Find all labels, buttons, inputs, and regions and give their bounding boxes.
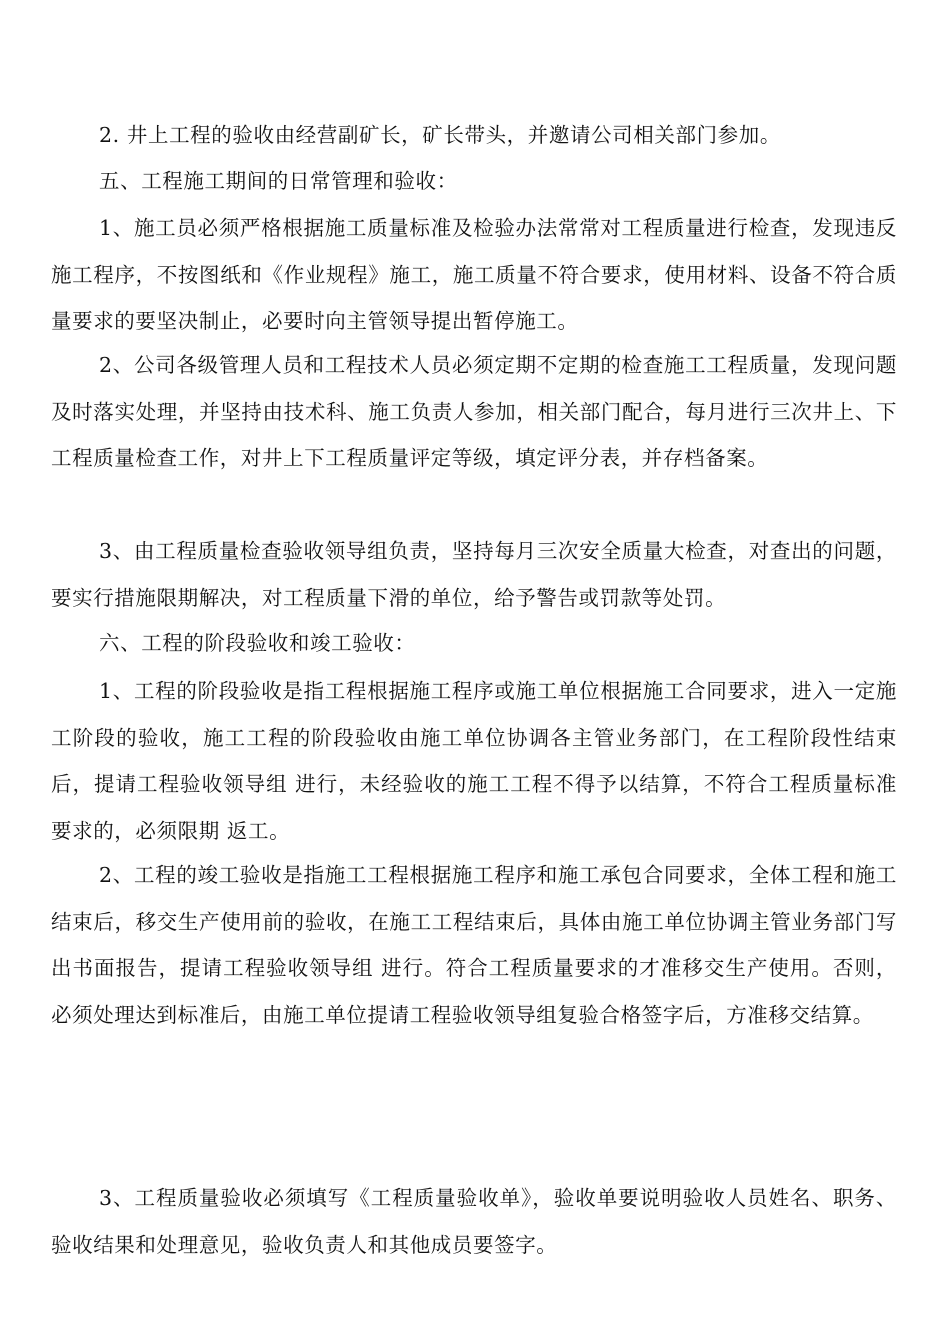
paragraph-stage-acceptance: 1、工程的阶段验收是指工程根据施工程序或施工单位根据施工合同要求，进入一定施工阶段的验收，施工工程的阶段验收由施工单位协调各主管业务部门，在工程阶段性结束后，提请工程验收领导组 进行，未经验收的施工工程不得予以结算，不符合工程质量标准要求的，必须限期 返工。 bbox=[51, 679, 897, 843]
paragraph-completion-acceptance: 2、工程的竣工验收是指施工工程根据施工程序和施工承包合同要求，全体工程和施工结束后，移交生产使用前的验收，在施工工程结束后，具体由施工单位协调主管业务部门写出书面报告，提请工程验收领导组 进行。符合工程质量要求的才准移交生产使用。否则，必须处理达到标准后，由施工单位提请工程验收领导组复验合格签字后，方准移交结算。 bbox=[51, 863, 897, 1027]
section-heading-daily-management: 五、工程施工期间的日常管理和验收： bbox=[99, 169, 458, 193]
paragraph-monthly-safety-check: 3、由工程质量检查验收领导组负责，坚持每月三次安全质量大检查，对查出的问题，要实行措施限期解决，对工程质量下滑的单位，给予警告或罚款等处罚。 bbox=[51, 539, 897, 610]
paragraph-periodic-quality-inspection: 2、公司各级管理人员和工程技术人员必须定期不定期的检查施工工程质量，发现问题及时落实处理，并坚持由技术科、施工负责人参加，相关部门配合，每月进行三次井上、下工程质量检查工作，对井上下工程质量评定等级，填定评分表，并存档备案。 bbox=[51, 353, 897, 470]
section-heading-stage-and-completion: 六、工程的阶段验收和竣工验收： bbox=[99, 631, 416, 655]
paragraph-acceptance-form: 3、工程质量验收必须填写《工程质量验收单》，验收单要说明验收人员姓名、职务、验收结果和处理意见，验收负责人和其他成员要签字。 bbox=[51, 1186, 897, 1257]
paragraph-construction-staff-inspection: 1、施工员必须严格根据施工质量标准及检验办法常常对工程质量进行检查，发现违反施工程序，不按图纸和《作业规程》施工，施工质量不符合要求，使用材料、设备不符合质量要求的要坚决制止，必要时向主管领导提出暂停施工。 bbox=[51, 216, 897, 333]
paragraph-surface-acceptance: 2. 井上工程的验收由经营副矿长，矿长带头，并邀请公司相关部门参加。 bbox=[99, 123, 781, 147]
